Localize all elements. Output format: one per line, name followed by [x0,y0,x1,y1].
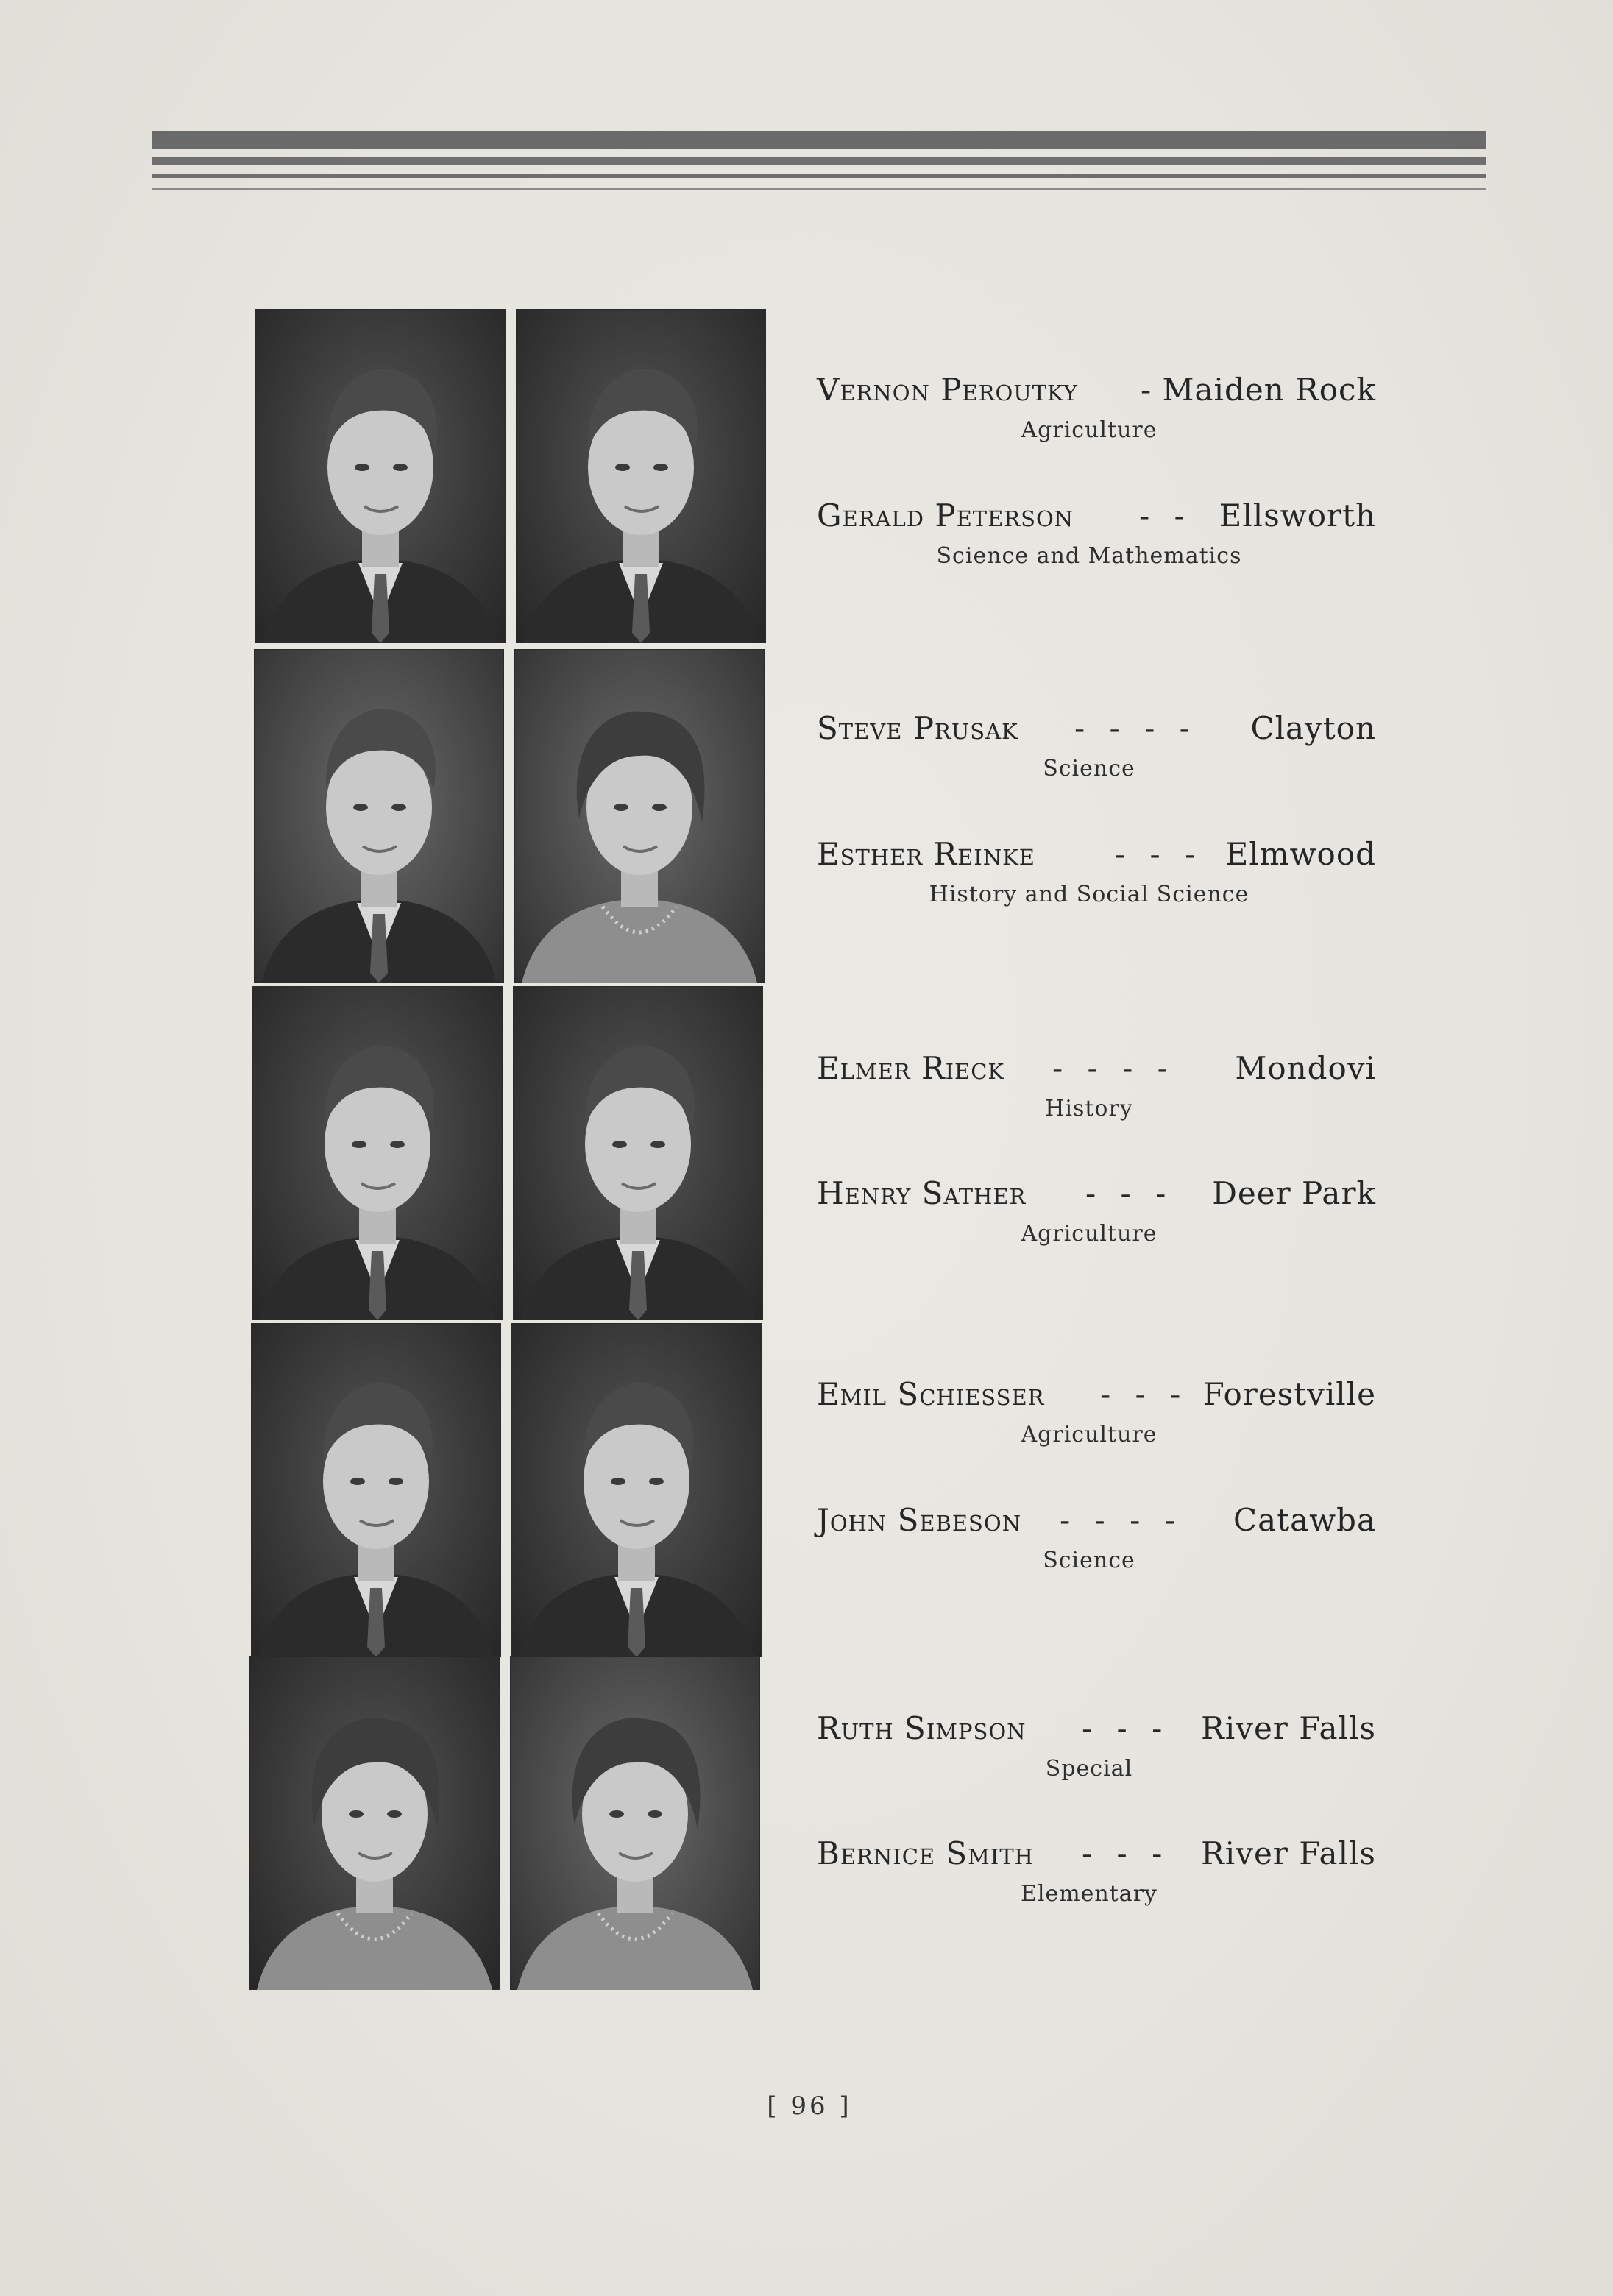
portrait-body [517,1906,753,1990]
student-department: History [1045,1096,1133,1122]
portrait-eye [393,464,408,471]
portrait-eye [352,1141,366,1148]
portrait-photo-1 [255,309,506,643]
woman-portrait-icon [510,1656,760,1990]
student-entry [802,1835,1391,1916]
header-rule [152,174,1486,178]
dash-leader: - - - [1082,1710,1170,1746]
student-entry [802,836,1391,917]
portrait-eye [355,464,369,471]
student-department: Agriculture [1021,1221,1158,1247]
student-hometown: River Falls [1201,1710,1376,1746]
student-hometown: Maiden Rock [1162,372,1376,408]
man-portrait-icon [513,986,763,1320]
student-name: Bernice Smith [817,1835,1034,1871]
portrait-eye [653,464,668,471]
student-entry [802,1175,1391,1256]
portrait-photo-3 [254,649,504,983]
dash-leader: - - [1139,497,1192,534]
man-portrait-icon [516,309,766,643]
portrait-body [257,1906,492,1990]
student-name: Elmer Rieck [817,1050,1005,1086]
header-rule [152,157,1486,165]
header-rule-thick [152,131,1486,149]
portrait-photo-4 [514,649,765,983]
student-name: Gerald Peterson [817,497,1074,534]
portrait-eye [387,1810,402,1818]
portrait-eye [391,804,406,811]
man-portrait-icon [252,986,503,1320]
student-hometown: Forestville [1202,1376,1376,1412]
woman-portrait-icon [249,1656,500,1990]
man-portrait-icon [255,309,506,643]
student-name: Steve Prusak [817,710,1018,746]
portrait-tie [629,1251,647,1320]
portrait-eye [650,1141,665,1148]
portrait-photo-10 [510,1656,760,1990]
student-department: Science and Mathematics [936,543,1242,569]
page-number: [ 96 ] [767,2091,852,2121]
portrait-tie [372,574,389,643]
student-department: History and Social Science [929,882,1249,907]
student-hometown: Mondovi [1235,1050,1376,1086]
portrait-eye [609,1810,624,1818]
woman-portrait-icon [514,649,765,983]
dash-leader: - - - [1115,836,1203,872]
student-hometown: Deer Park [1212,1175,1376,1211]
student-entry [802,497,1391,578]
portrait-eye [350,1478,365,1485]
dash-leader: - - - - [1060,1502,1183,1538]
student-entry [802,710,1391,791]
student-department: Science [1043,756,1135,782]
portrait-eye [353,804,368,811]
student-hometown: Catawba [1233,1502,1376,1538]
student-hometown: River Falls [1201,1835,1376,1871]
portrait-eye [652,804,667,811]
portrait-photo-9 [249,1656,500,1990]
dash-leader: - - - - [1052,1050,1175,1086]
man-portrait-icon [251,1323,501,1657]
dash-leader: - [1141,372,1159,408]
portrait-eye [614,804,628,811]
student-hometown: Clayton [1250,710,1376,746]
portrait-photo-6 [513,986,763,1320]
student-department: Agriculture [1021,417,1158,443]
portrait-tie [369,1251,386,1320]
portrait-eye [389,1478,403,1485]
dash-leader: - - - [1100,1376,1188,1412]
student-entry [802,372,1391,453]
portrait-grid [255,309,766,1984]
student-department: Agriculture [1021,1422,1158,1448]
student-department: Special [1045,1756,1133,1782]
student-name: John Sebeson [817,1502,1022,1538]
dash-leader: - - - - [1074,710,1197,746]
portrait-eye [612,1141,627,1148]
student-hometown: Ellsworth [1219,497,1376,534]
portrait-eye [611,1478,625,1485]
student-entry [802,1710,1391,1791]
portrait-photo-8 [511,1323,762,1657]
student-name: Emil Schiesser [817,1376,1045,1412]
portrait-eye [615,464,630,471]
student-name: Vernon Peroutky [817,372,1079,408]
student-name: Ruth Simpson [817,1710,1027,1746]
man-portrait-icon [511,1323,762,1657]
student-name: Esther Reinke [817,836,1035,872]
portrait-photo-2 [516,309,766,643]
student-department: Science [1043,1548,1135,1573]
portrait-eye [649,1478,664,1485]
portrait-tie [628,1588,645,1657]
student-entry [802,1502,1391,1583]
man-portrait-icon [254,649,504,983]
portrait-eye [648,1810,662,1818]
portrait-eye [349,1810,364,1818]
student-entry [802,1050,1391,1131]
dash-leader: - - - [1085,1175,1174,1211]
portrait-eye [390,1141,405,1148]
portrait-photo-7 [251,1323,501,1657]
portrait-tie [367,1588,385,1657]
dash-leader: - - - [1082,1835,1170,1871]
header-rule-thin [152,188,1486,190]
portrait-photo-5 [252,986,503,1320]
student-department: Elementary [1020,1881,1158,1907]
portrait-body [522,899,757,983]
portrait-tie [632,574,650,643]
portrait-tie [370,914,388,983]
student-name: Henry Sather [817,1175,1027,1211]
student-hometown: Elmwood [1225,836,1376,872]
student-entry [802,1376,1391,1457]
